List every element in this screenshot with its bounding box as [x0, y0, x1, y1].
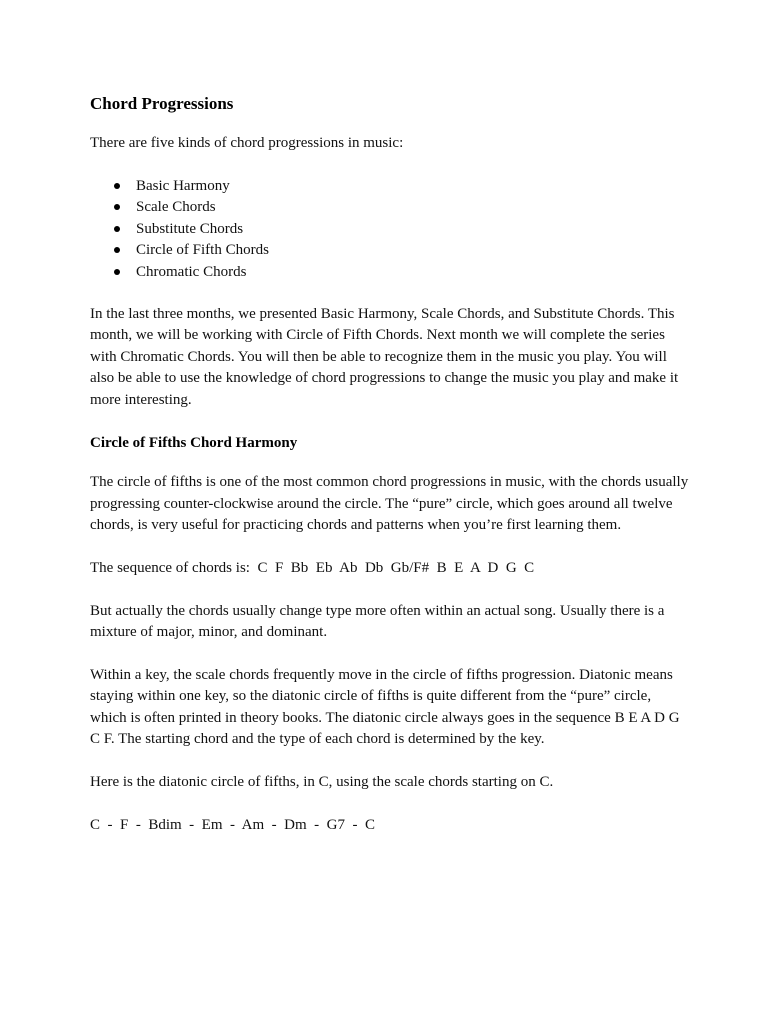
list-item: [136, 176, 690, 198]
bullet-icon: [114, 226, 120, 232]
document-page: [90, 92, 690, 857]
bullet-icon: [114, 183, 120, 189]
list-item-text: Circle of Fifth Chords: [136, 242, 269, 259]
bullet-icon: [114, 269, 120, 275]
circle-paragraph: The circle of fifths is one of the most common chord progressions in music, with the chords usually progressing counter-clockwise around the circle. The “pure” circle, which goes around all twelve chords, is very useful for practicing chords and patterns when you’re first learning them.: [90, 474, 689, 534]
list-item-text: Substitute Chords: [136, 220, 244, 237]
change-type-paragraph: But actually the chords usually change type more often within an actual song. Usually there is a mixture of major, minor, and dominant.: [90, 602, 665, 641]
list-item-text: Scale Chords: [136, 199, 216, 216]
chord-sequence: The sequence of chords is: C F Bb Eb Ab Db Gb/F# B E A D G C: [90, 559, 535, 576]
list-item: [136, 262, 690, 284]
list-item: [136, 240, 690, 262]
diatonic-paragraph: Within a key, the scale chords frequently move in the circle of fifths progression. Diatonic means staying within one key, so the diatonic circle of fifths is quite different from the “pure” circle, which is often printed in theory books. The diatonic circle always goes in the sequence B E A D G C F. The starting chord and the type of each chord is determined by the key.: [90, 666, 680, 748]
progression-kinds-list: [90, 176, 690, 284]
example-intro-paragraph: Here is the diatonic circle of fifths, in C, using the scale chords starting on C.: [90, 774, 554, 791]
section-heading: Circle of Fifths Chord Harmony: [90, 434, 298, 451]
page-title: Chord Progressions: [90, 94, 234, 113]
list-item: [136, 197, 690, 219]
bullet-icon: [114, 247, 120, 253]
list-item: [136, 219, 690, 241]
intro-paragraph: There are five kinds of chord progressions in music:: [90, 135, 404, 151]
list-item-text: Chromatic Chords: [136, 263, 247, 280]
bullet-icon: [114, 204, 120, 210]
example-progression: C - F - Bdim - Em - Am - Dm - G7 - C: [90, 816, 375, 833]
overview-paragraph: In the last three months, we presented Basic Harmony, Scale Chords, and Substitute Chords. This month, we will be working with Circle of Fifth Chords. Next month we will complete the series with Chromatic Chords. You will then be able to recognize them in the music you play. You will also be able to use the knowledge of chord progressions to change the music you play and make it more interesting.: [90, 305, 679, 408]
list-item-text: Basic Harmony: [136, 177, 230, 194]
